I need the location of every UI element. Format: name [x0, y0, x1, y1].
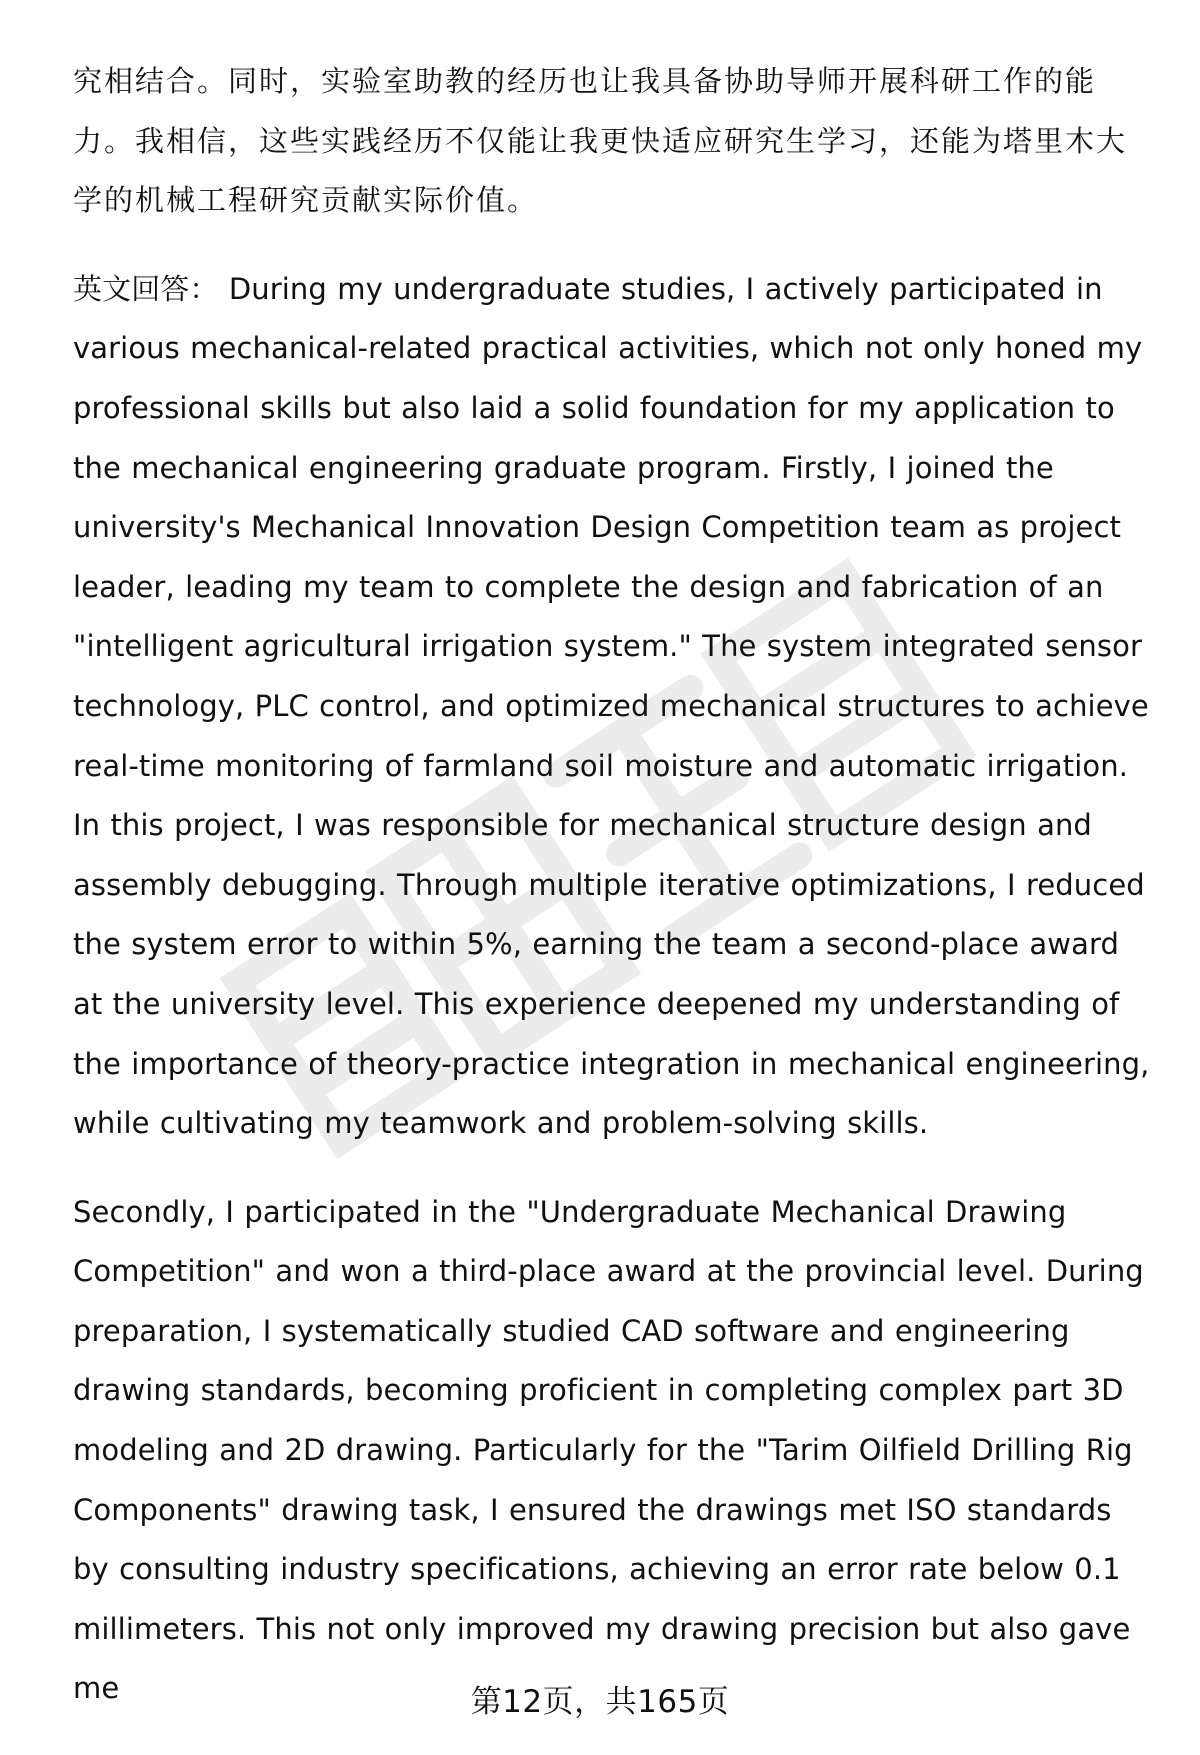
page-number-footer: 第12页，共165页: [470, 1684, 730, 1720]
chinese-paragraph: 究相结合。同时，实验室助教的经历也让我具备协助导师开展科研工作的能力。我相信，这些实践经历不仅能让我更快适应研究生学习，还能为塔里木大学的机械工程研究贡献实际价值。: [73, 64, 1128, 218]
english-answer-paragraph: 英文回答： During my undergraduate studies, I actively participated in various mechanical-related practical activities, which not only honed my professional skills but also laid a solid foundation for my application to the mechanical engineering graduate program. Firstly, I joined the university's Mechanical Innovation Design Competition team as project leader, leading my team to complete the design and fabrication of an "intelligent agricultural irrigation system." The system integrated sensor technology, PLC control, and optimized mechanical structures to achieve real-time monitoring of farmland soil moisture and automatic irrigation. In this project, I was responsible for mechanical structure design and assembly debugging. Through multiple iterative optimizations, I reduced the system error to within 5%, earning the team a second-place award at the university level. This experience deepened my understanding of the importance of theory-practice integration in mechanical engineering, while cultivating my teamwork and problem-solving skills.: [73, 271, 1150, 1141]
english-second-paragraph: Secondly, I participated in the "Undergraduate Mechanical Drawing Competition" and won a third-place award at the provincial level. During preparation, I systematically studied CAD software and engineering drawing standards, becoming proficient in completing complex part 3D modeling and 2D drawing. Particularly for the "Tarim Oilfield Drilling Rig Components" drawing task, I ensured the drawings met ISO standards by consulting industry specifications, achieving an error rate below 0.1 millimeters. This not only improved my drawing precision but also gave me: [73, 1194, 1144, 1706]
document-body: [73, 52, 1153, 1719]
